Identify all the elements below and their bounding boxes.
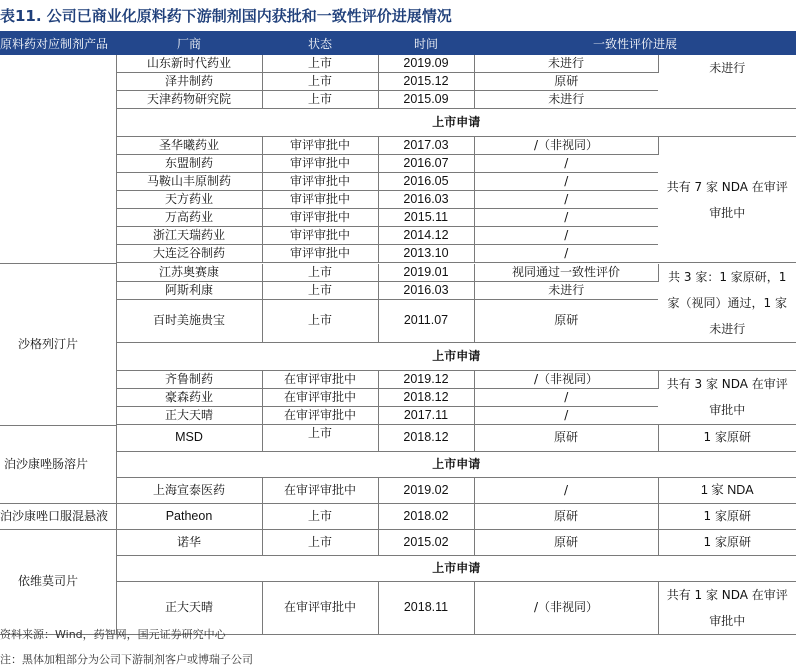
date-cell: 2013.10	[378, 245, 474, 263]
date-cell: 2018.02	[378, 503, 474, 529]
summary-cell: 1 家原研	[658, 503, 796, 529]
status-cell: 上市	[262, 281, 378, 299]
product-cell: 泊沙康唑口服混悬液	[0, 503, 116, 529]
table-row	[0, 264, 796, 282]
manufacturer-cell: 百时美施贵宝	[116, 299, 262, 342]
manufacturer-cell: 正大天晴	[116, 581, 262, 634]
status-cell: 上市	[262, 425, 378, 451]
manufacturer-cell: 上海宣泰医药	[116, 477, 262, 503]
table-row	[0, 503, 796, 529]
progress-cell: 原研	[474, 503, 658, 529]
progress-cell: /	[474, 191, 658, 209]
status-cell: 审评审批中	[262, 155, 378, 173]
date-cell: 2017.11	[378, 406, 474, 424]
header-manufacturer: 厂商	[116, 31, 262, 55]
summary-cell: 1 家 NDA	[658, 477, 796, 503]
status-cell: 在审评审批中	[262, 581, 378, 634]
header-consistency: 一致性评价进展	[474, 31, 796, 55]
date-cell: 2018.12	[378, 388, 474, 406]
date-cell: 2015.12	[378, 73, 474, 91]
status-cell: 审评审批中	[262, 227, 378, 245]
progress-cell: 原研	[474, 299, 658, 342]
progress-cell: 未进行	[474, 281, 658, 299]
manufacturer-cell: 东盟制药	[116, 155, 262, 173]
status-cell: 上市	[262, 503, 378, 529]
table-row	[0, 137, 796, 155]
progress-cell: /	[474, 155, 658, 173]
summary-cell: 1 家原研	[658, 529, 796, 555]
manufacturer-cell: 天方药业	[116, 191, 262, 209]
manufacturer-cell: 马鞍山丰原制药	[116, 173, 262, 191]
header-date: 时间	[378, 31, 474, 55]
progress-cell: /（非视同）	[474, 581, 658, 634]
progress-cell: /（非视同）	[474, 370, 658, 388]
progress-cell: 视同通过一致性评价	[474, 264, 658, 282]
status-cell: 上市	[262, 299, 378, 342]
date-cell: 2015.11	[378, 209, 474, 227]
manufacturer-cell: 大连泛谷制药	[116, 245, 262, 263]
table-title: 表11. 公司已商业化原料药下游制剂国内获批和一致性评价进展情况	[0, 7, 452, 25]
approval-progress-table	[0, 31, 796, 635]
date-cell: 2019.12	[378, 370, 474, 388]
manufacturer-cell: 江苏奥赛康	[116, 264, 262, 282]
date-cell: 2017.03	[378, 137, 474, 155]
manufacturer-cell: 正大天晴	[116, 406, 262, 424]
progress-cell: /	[474, 477, 658, 503]
footnote: 注：黑体加粗部分为公司下游制剂客户或博瑞子公司	[0, 653, 253, 666]
product-cell: 依维莫司片	[0, 529, 116, 634]
section-label: 上市申请	[116, 451, 796, 477]
table-row	[0, 529, 796, 555]
header-row	[0, 31, 796, 55]
date-cell: 2015.02	[378, 529, 474, 555]
date-cell: 2019.01	[378, 264, 474, 282]
section-row	[0, 342, 796, 370]
header-product: 原料药对应制剂产品	[0, 31, 116, 55]
status-cell: 上市	[262, 529, 378, 555]
date-cell: 2018.11	[378, 581, 474, 634]
status-cell: 上市	[262, 91, 378, 109]
progress-cell: /	[474, 245, 658, 263]
date-cell: 2019.02	[378, 477, 474, 503]
section-label: 上市申请	[116, 342, 796, 370]
status-cell: 在审评审批中	[262, 406, 378, 424]
manufacturer-cell: 万高药业	[116, 209, 262, 227]
table-row	[0, 55, 796, 73]
status-cell: 审评审批中	[262, 191, 378, 209]
section-row	[0, 109, 796, 137]
summary-cell: 未进行	[658, 55, 796, 109]
date-cell: 2014.12	[378, 227, 474, 245]
summary-cell: 1 家原研	[658, 425, 796, 451]
manufacturer-cell: Patheon	[116, 503, 262, 529]
manufacturer-cell: 天津药物研究院	[116, 91, 262, 109]
status-cell: 在审评审批中	[262, 370, 378, 388]
date-cell: 2018.12	[378, 425, 474, 451]
header-status: 状态	[262, 31, 378, 55]
status-cell: 上市	[262, 264, 378, 282]
status-cell: 审评审批中	[262, 245, 378, 263]
summary-cell: 共有 7 家 NDA 在审评审批中	[658, 137, 796, 263]
progress-cell: /（非视同）	[474, 137, 658, 155]
manufacturer-cell: 浙江天瑞药业	[116, 227, 262, 245]
status-cell: 上市	[262, 73, 378, 91]
manufacturer-cell: 圣华曦药业	[116, 137, 262, 155]
table-row	[0, 425, 796, 451]
status-cell: 审评审批中	[262, 173, 378, 191]
date-cell: 2015.09	[378, 91, 474, 109]
date-cell: 2016.05	[378, 173, 474, 191]
section-row	[0, 555, 796, 581]
product-cell-1	[0, 55, 116, 264]
source-note: 资料来源：Wind，药智网，国元证券研究中心	[0, 628, 226, 641]
progress-cell: /	[474, 227, 658, 245]
progress-cell: 未进行	[474, 91, 658, 109]
table-row	[0, 370, 796, 388]
summary-cell: 共有 1 家 NDA 在审评审批中	[658, 581, 796, 634]
manufacturer-cell: 诺华	[116, 529, 262, 555]
summary-cell: 共有 3 家 NDA 在审评审批中	[658, 370, 796, 424]
progress-cell: /	[474, 173, 658, 191]
status-cell: 在审评审批中	[262, 388, 378, 406]
section-row	[0, 451, 796, 477]
date-cell: 2016.03	[378, 281, 474, 299]
date-cell: 2016.07	[378, 155, 474, 173]
manufacturer-cell: 豪森药业	[116, 388, 262, 406]
summary-cell: 共 3 家：1 家原研，1 家（视同）通过，1 家未进行	[658, 264, 796, 343]
manufacturer-cell: MSD	[116, 425, 262, 451]
manufacturer-cell: 齐鲁制药	[116, 370, 262, 388]
manufacturer-cell: 阿斯利康	[116, 281, 262, 299]
status-cell: 上市	[262, 55, 378, 73]
date-cell: 2016.03	[378, 191, 474, 209]
progress-cell: 原研	[474, 73, 658, 91]
date-cell: 2019.09	[378, 55, 474, 73]
section-label: 上市申请	[116, 555, 796, 581]
table-row	[0, 477, 796, 503]
product-cell: 沙格列汀片	[0, 264, 116, 426]
status-cell: 在审评审批中	[262, 477, 378, 503]
date-cell: 2011.07	[378, 299, 474, 342]
progress-cell: /	[474, 406, 658, 424]
manufacturer-cell: 泽井制药	[116, 73, 262, 91]
progress-cell: /	[474, 209, 658, 227]
section-label: 上市申请	[116, 109, 796, 137]
progress-cell: /	[474, 388, 658, 406]
progress-cell: 未进行	[474, 55, 658, 73]
progress-cell: 原研	[474, 425, 658, 451]
manufacturer-cell: 山东新时代药业	[116, 55, 262, 73]
status-cell: 审评审批中	[262, 209, 378, 227]
status-cell: 审评审批中	[262, 137, 378, 155]
progress-cell: 原研	[474, 529, 658, 555]
product-cell: 泊沙康唑肠溶片	[0, 425, 116, 503]
